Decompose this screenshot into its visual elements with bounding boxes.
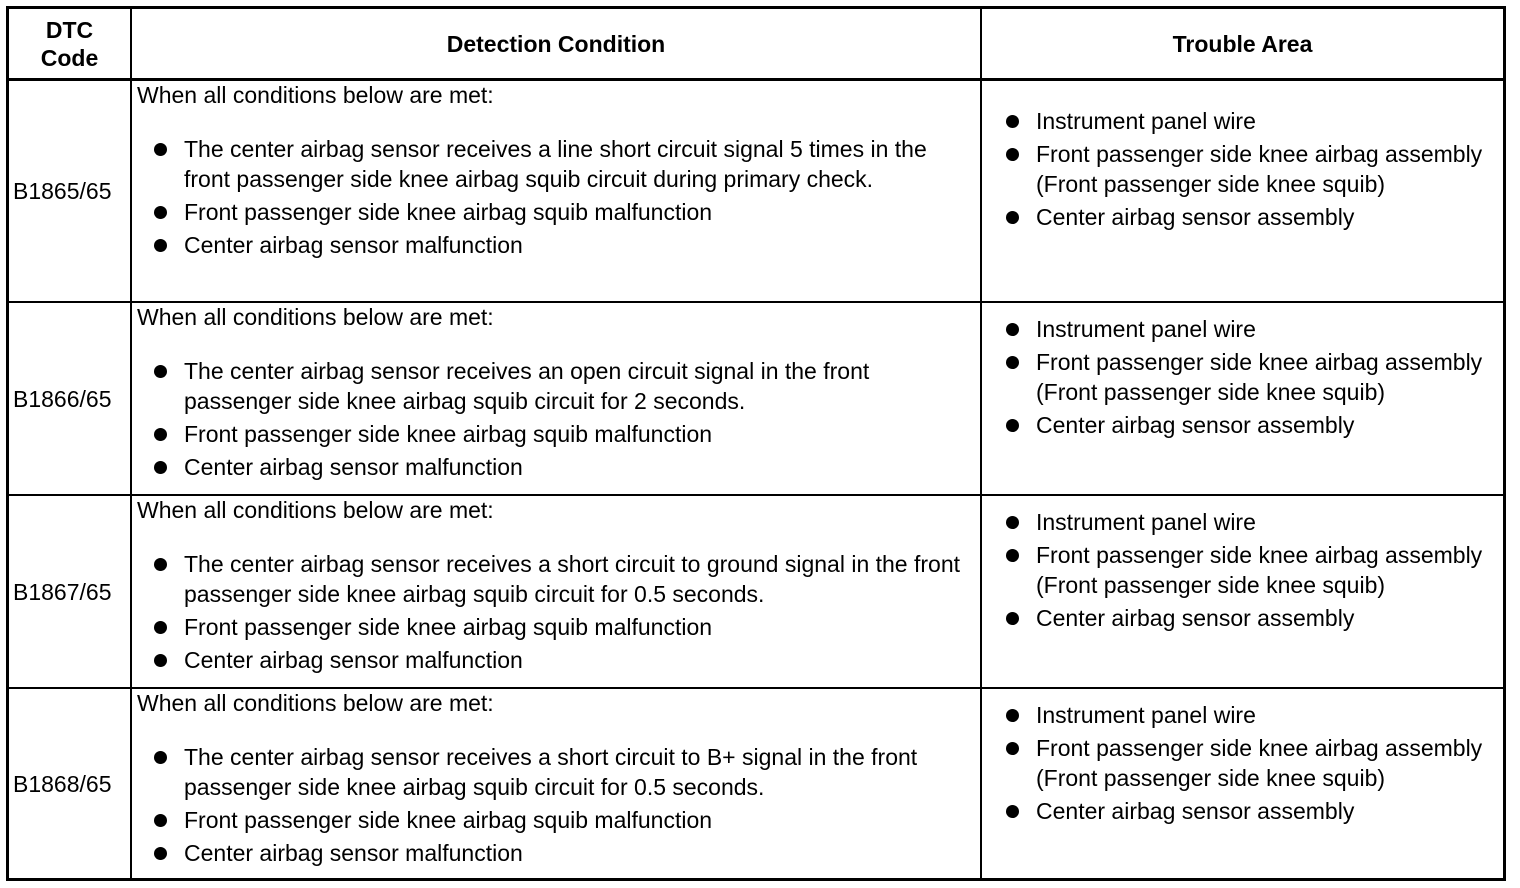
trouble-item <box>982 700 1487 730</box>
trouble-item <box>982 139 1487 199</box>
bullet-icon <box>1006 549 1019 562</box>
condition-item <box>137 230 979 260</box>
trouble-item <box>982 603 1487 633</box>
bullet-icon <box>154 621 167 634</box>
column-divider <box>130 9 132 878</box>
condition-item <box>137 838 979 868</box>
trouble-area-cell <box>982 507 1487 636</box>
trouble-text: Instrument panel wire <box>1036 108 1256 134</box>
bullet-icon <box>1006 419 1019 432</box>
condition-text: Center airbag sensor malfunction <box>184 647 523 673</box>
trouble-text: Front passenger side knee airbag assembly (Front passenger side knee squib) <box>1036 542 1483 598</box>
trouble-text: Front passenger side knee airbag assembly (Front passenger side knee squib) <box>1036 735 1483 791</box>
bullet-icon <box>154 751 167 764</box>
trouble-item <box>982 347 1487 407</box>
trouble-item <box>982 202 1487 232</box>
header-detection-condition: Detection Condition <box>446 30 666 57</box>
bullet-icon <box>1006 709 1019 722</box>
trouble-list <box>982 507 1487 633</box>
trouble-text: Instrument panel wire <box>1036 702 1256 728</box>
trouble-item <box>982 314 1487 344</box>
trouble-area-cell <box>982 106 1487 235</box>
condition-text: Front passenger side knee airbag squib malfunction <box>184 199 713 225</box>
trouble-list <box>982 314 1487 440</box>
bullet-icon <box>154 428 167 441</box>
bullet-icon <box>1006 211 1019 224</box>
trouble-area-cell <box>982 700 1487 829</box>
condition-item <box>137 549 979 609</box>
condition-item <box>137 452 979 482</box>
condition-text: Center airbag sensor malfunction <box>184 840 523 866</box>
bullet-icon <box>154 365 167 378</box>
condition-list <box>137 134 979 260</box>
condition-list <box>137 742 979 868</box>
detection-condition-cell <box>137 495 979 678</box>
condition-text: Center airbag sensor malfunction <box>184 232 523 258</box>
condition-list <box>137 549 979 675</box>
trouble-item <box>982 410 1487 440</box>
trouble-text: Front passenger side knee airbag assembly (Front passenger side knee squib) <box>1036 349 1483 405</box>
trouble-item <box>982 733 1487 793</box>
dtc-code-cell: B1867/65 <box>13 578 112 605</box>
trouble-text: Center airbag sensor assembly <box>1036 798 1355 824</box>
condition-item <box>137 197 979 227</box>
bullet-icon <box>1006 516 1019 529</box>
bullet-icon <box>1006 612 1019 625</box>
condition-text: The center airbag sensor receives an open circuit signal in the front passenger side knee airbag squib circuit for 2 seconds. <box>184 358 870 414</box>
bullet-icon <box>1006 115 1019 128</box>
trouble-text: Center airbag sensor assembly <box>1036 412 1355 438</box>
condition-intro: When all conditions below are met: <box>137 82 494 108</box>
dtc-table <box>6 6 1506 881</box>
dtc-code-cell: B1866/65 <box>13 385 112 412</box>
condition-item <box>137 805 979 835</box>
condition-item <box>137 356 979 416</box>
condition-intro: When all conditions below are met: <box>137 497 494 523</box>
trouble-text: Instrument panel wire <box>1036 509 1256 535</box>
dtc-code-cell: B1865/65 <box>13 178 112 204</box>
condition-text: The center airbag sensor receives a line short circuit signal 5 times in the front passenger side knee airbag squib circuit during primary check. <box>184 136 927 192</box>
trouble-area-cell <box>982 314 1487 443</box>
header-dtc-code: DTC Code <box>40 16 99 71</box>
bullet-icon <box>154 206 167 219</box>
detection-condition-cell <box>137 302 979 485</box>
condition-intro: When all conditions below are met: <box>137 304 494 330</box>
trouble-text: Instrument panel wire <box>1036 316 1256 342</box>
bullet-icon <box>154 239 167 252</box>
condition-item <box>137 612 979 642</box>
condition-text: The center airbag sensor receives a short circuit to ground signal in the front passenger side knee airbag squib circuit for 0.5 seconds. <box>184 551 961 607</box>
trouble-item <box>982 796 1487 826</box>
bullet-icon <box>154 847 167 860</box>
bullet-icon <box>154 558 167 571</box>
trouble-text: Center airbag sensor assembly <box>1036 605 1355 631</box>
trouble-list <box>982 106 1487 232</box>
trouble-text: Center airbag sensor assembly <box>1036 204 1355 230</box>
condition-text: The center airbag sensor receives a short circuit to B+ signal in the front passenger side knee airbag squib circuit for 0.5 seconds. <box>184 744 918 800</box>
condition-text: Front passenger side knee airbag squib malfunction <box>184 614 713 640</box>
condition-text: Center airbag sensor malfunction <box>184 454 523 480</box>
bullet-icon <box>1006 742 1019 755</box>
trouble-item <box>982 507 1487 537</box>
bullet-icon <box>1006 805 1019 818</box>
trouble-item <box>982 540 1487 600</box>
detection-condition-cell <box>137 80 979 263</box>
trouble-text: Front passenger side knee airbag assembly (Front passenger side knee squib) <box>1036 141 1483 197</box>
bullet-icon <box>1006 323 1019 336</box>
condition-text: Front passenger side knee airbag squib malfunction <box>184 421 713 447</box>
trouble-list <box>982 700 1487 826</box>
bullet-icon <box>1006 356 1019 369</box>
condition-item <box>137 742 979 802</box>
bullet-icon <box>154 461 167 474</box>
condition-item <box>137 645 979 675</box>
bullet-icon <box>154 143 167 156</box>
trouble-item <box>982 106 1487 136</box>
condition-intro: When all conditions below are met: <box>137 690 494 716</box>
detection-condition-cell <box>137 688 979 871</box>
condition-text: Front passenger side knee airbag squib malfunction <box>184 807 713 833</box>
condition-list <box>137 356 979 482</box>
bullet-icon <box>154 654 167 667</box>
condition-item <box>137 134 979 194</box>
bullet-icon <box>1006 148 1019 161</box>
header-trouble-area: Trouble Area <box>1172 30 1313 57</box>
condition-item <box>137 419 979 449</box>
dtc-code-cell: B1868/65 <box>13 770 112 797</box>
bullet-icon <box>154 814 167 827</box>
